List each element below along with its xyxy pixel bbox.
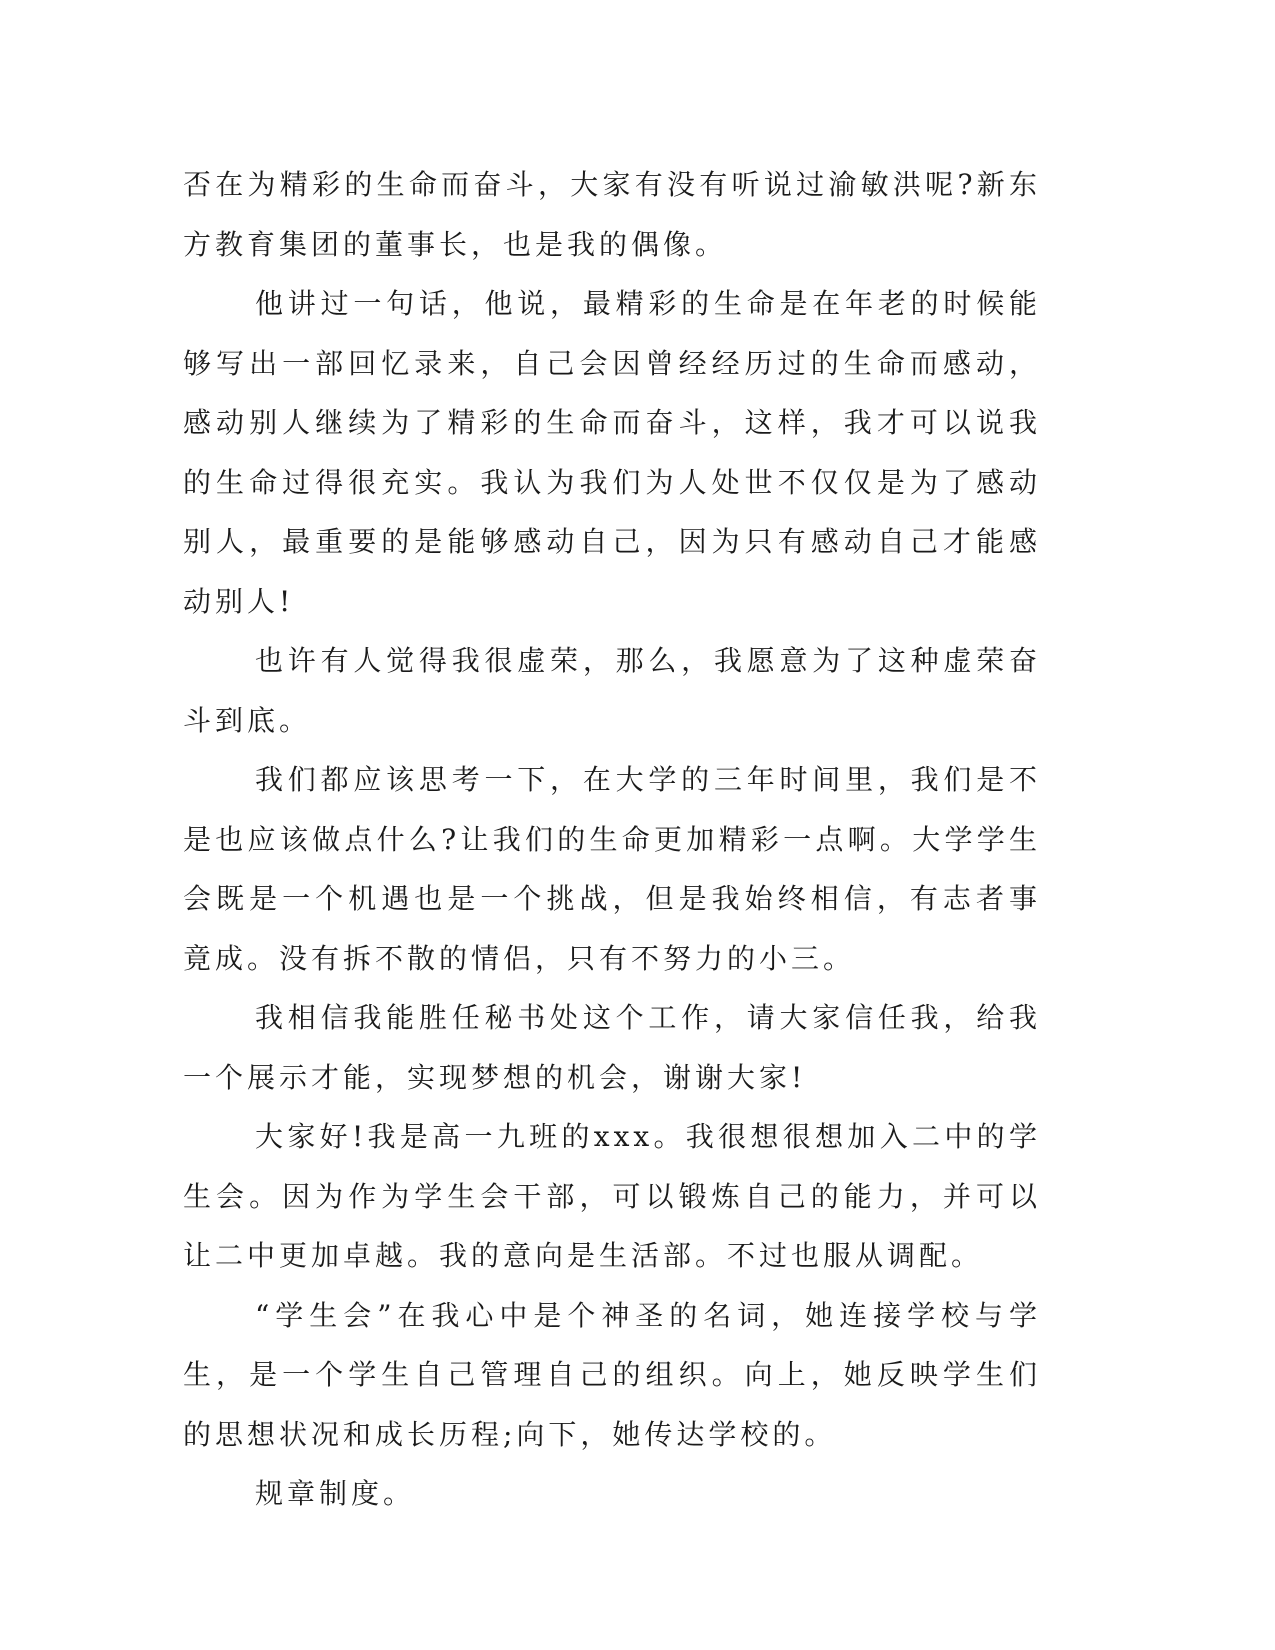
paragraph: 大家好!我是高一九班的xxx。我很想很想加入二中的学生会。因为作为学生会干部，可以锻炼自己的能力，并可以让二中更加卓越。我的意向是生活部。不过也服从调配。	[183, 1120, 1041, 1272]
paragraph: 否在为精彩的生命而奋斗，大家有没有听说过渝敏洪呢?新东方教育集团的董事长，也是我的偶像。	[183, 168, 1041, 261]
paragraph: 规章制度。	[255, 1477, 416, 1510]
paragraph: “学生会”在我心中是个神圣的名词，她连接学校与学生，是一个学生自己管理自己的组织。向上，她反映学生们的思想状况和成长历程;向下，她传达学校的。	[183, 1298, 1041, 1451]
paragraph: 他讲过一句话，他说，最精彩的生命是在年老的时候能够写出一部回忆录来，自己会因曾经经历过的生命而感动，感动别人继续为了精彩的生命而奋斗，这样，我才可以说我的生命过得很充实。我认为我们为人处世不仅仅是为了感动别人，最重要的是能够感动自己，因为只有感动自己才能感动别人!	[183, 287, 1041, 618]
paragraph: 我们都应该思考一下，在大学的三年时间里，我们是不是也应该做点什么?让我们的生命更加精彩一点啊。大学学生会既是一个机遇也是一个挑战，但是我始终相信，有志者事竟成。没有拆不散的情侣，只有不努力的小三。	[183, 763, 1041, 975]
document-body	[183, 155, 1041, 1524]
paragraph: 我相信我能胜任秘书处这个工作，请大家信任我，给我一个展示才能，实现梦想的机会，谢谢大家!	[183, 1001, 1041, 1094]
paragraph: 也许有人觉得我很虚荣，那么，我愿意为了这种虚荣奋斗到底。	[183, 644, 1041, 737]
